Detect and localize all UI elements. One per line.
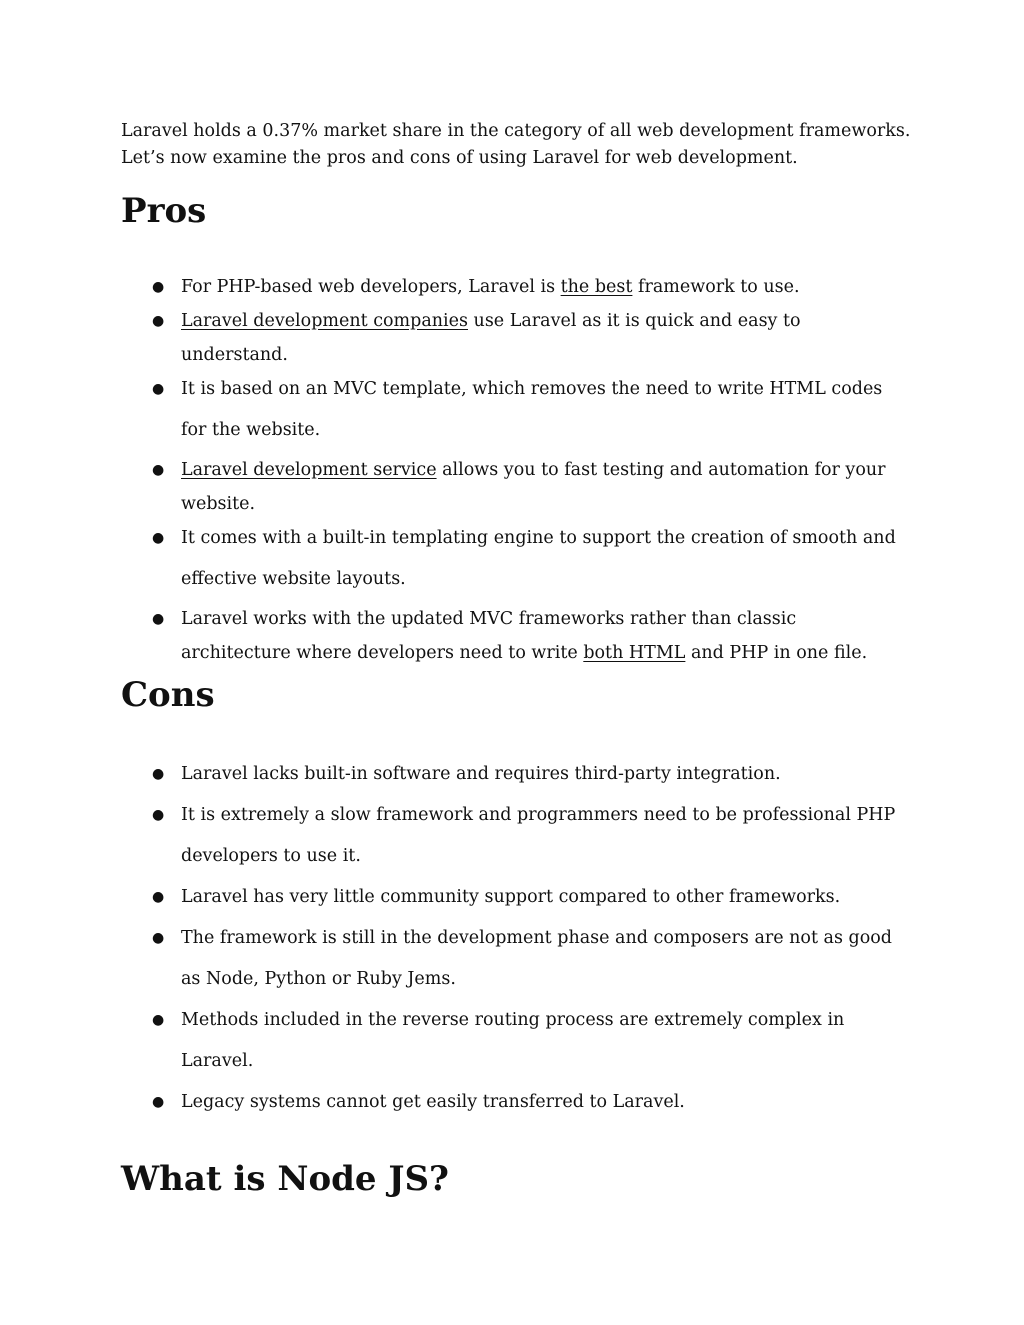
pros-item [152, 602, 911, 670]
bullet-icon: ● [152, 807, 165, 823]
pros-item [152, 304, 911, 372]
cons-item [152, 918, 911, 1000]
bullet-icon: ● [152, 766, 165, 782]
bullet-icon: ● [152, 930, 165, 946]
pros-item-text: and PHP in one file. [685, 643, 868, 663]
cons-item-text: Methods included in the reverse routing process are extremely complex in Laravel. [181, 1010, 845, 1071]
cons-item [152, 1082, 911, 1123]
pros-item-text: Laravel works with the updated MVC frameworks rather than classic architecture where developers need to write [181, 609, 797, 663]
bullet-icon: ● [152, 462, 165, 478]
pros-item-text: For PHP-based web developers, Laravel is [181, 277, 561, 297]
bullet-icon: ● [152, 611, 165, 627]
both-html-link[interactable]: both HTML [583, 643, 686, 663]
pros-heading: Pros [121, 191, 207, 231]
cons-item-text: The framework is still in the development phase and composers are not as good as Node, Python or Ruby Jems. [181, 928, 893, 989]
pros-item-text: allows you to fast testing and automation for your website. [181, 460, 886, 514]
cons-item-text: It is extremely a slow framework and programmers need to be professional PHP developers to use it. [181, 805, 896, 866]
bullet-icon: ● [152, 1094, 165, 1110]
laravel-development-companies-link[interactable]: Laravel development companies [181, 311, 468, 331]
bullet-icon: ● [152, 889, 165, 905]
cons-list [152, 754, 911, 1123]
cons-item [152, 754, 911, 795]
pros-item-text: framework to use. [632, 277, 800, 297]
cons-item [152, 795, 911, 877]
laravel-development-service-link[interactable]: Laravel development service [181, 460, 437, 480]
pros-item-text: use Laravel as it is quick and easy to understand. [181, 311, 801, 365]
the-best-link[interactable]: the best [560, 277, 633, 297]
bullet-icon: ● [152, 1012, 165, 1028]
pros-item-text: It is based on an MVC template, which removes the need to write HTML codes for the website. [181, 379, 883, 440]
cons-item-text: Laravel lacks built-in software and requires third-party integration. [181, 764, 781, 784]
bullet-icon: ● [152, 381, 165, 397]
cons-item [152, 877, 911, 918]
cons-heading: Cons [121, 675, 215, 715]
pros-item [152, 369, 911, 451]
bullet-icon: ● [152, 313, 165, 329]
intro-line-1: Laravel holds a 0.37% market share in the category of all web development frameworks. [121, 121, 911, 141]
pros-item [152, 518, 911, 600]
bullet-icon: ● [152, 530, 165, 546]
cons-item-text: Legacy systems cannot get easily transferred to Laravel. [181, 1092, 685, 1112]
pros-list [152, 270, 911, 670]
pros-item-text: It comes with a built-in templating engine to support the creation of smooth and effective website layouts. [181, 528, 896, 589]
cons-item-text: Laravel has very little community support compared to other frameworks. [181, 887, 841, 907]
node-js-heading: What is Node JS? [121, 1159, 449, 1199]
intro-line-2: Let’s now examine the pros and cons of using Laravel for web development. [121, 148, 798, 168]
bullet-icon: ● [152, 279, 165, 295]
pros-item [152, 453, 911, 521]
pros-item [152, 270, 911, 304]
intro-paragraph [121, 118, 921, 172]
cons-item [152, 1000, 911, 1082]
